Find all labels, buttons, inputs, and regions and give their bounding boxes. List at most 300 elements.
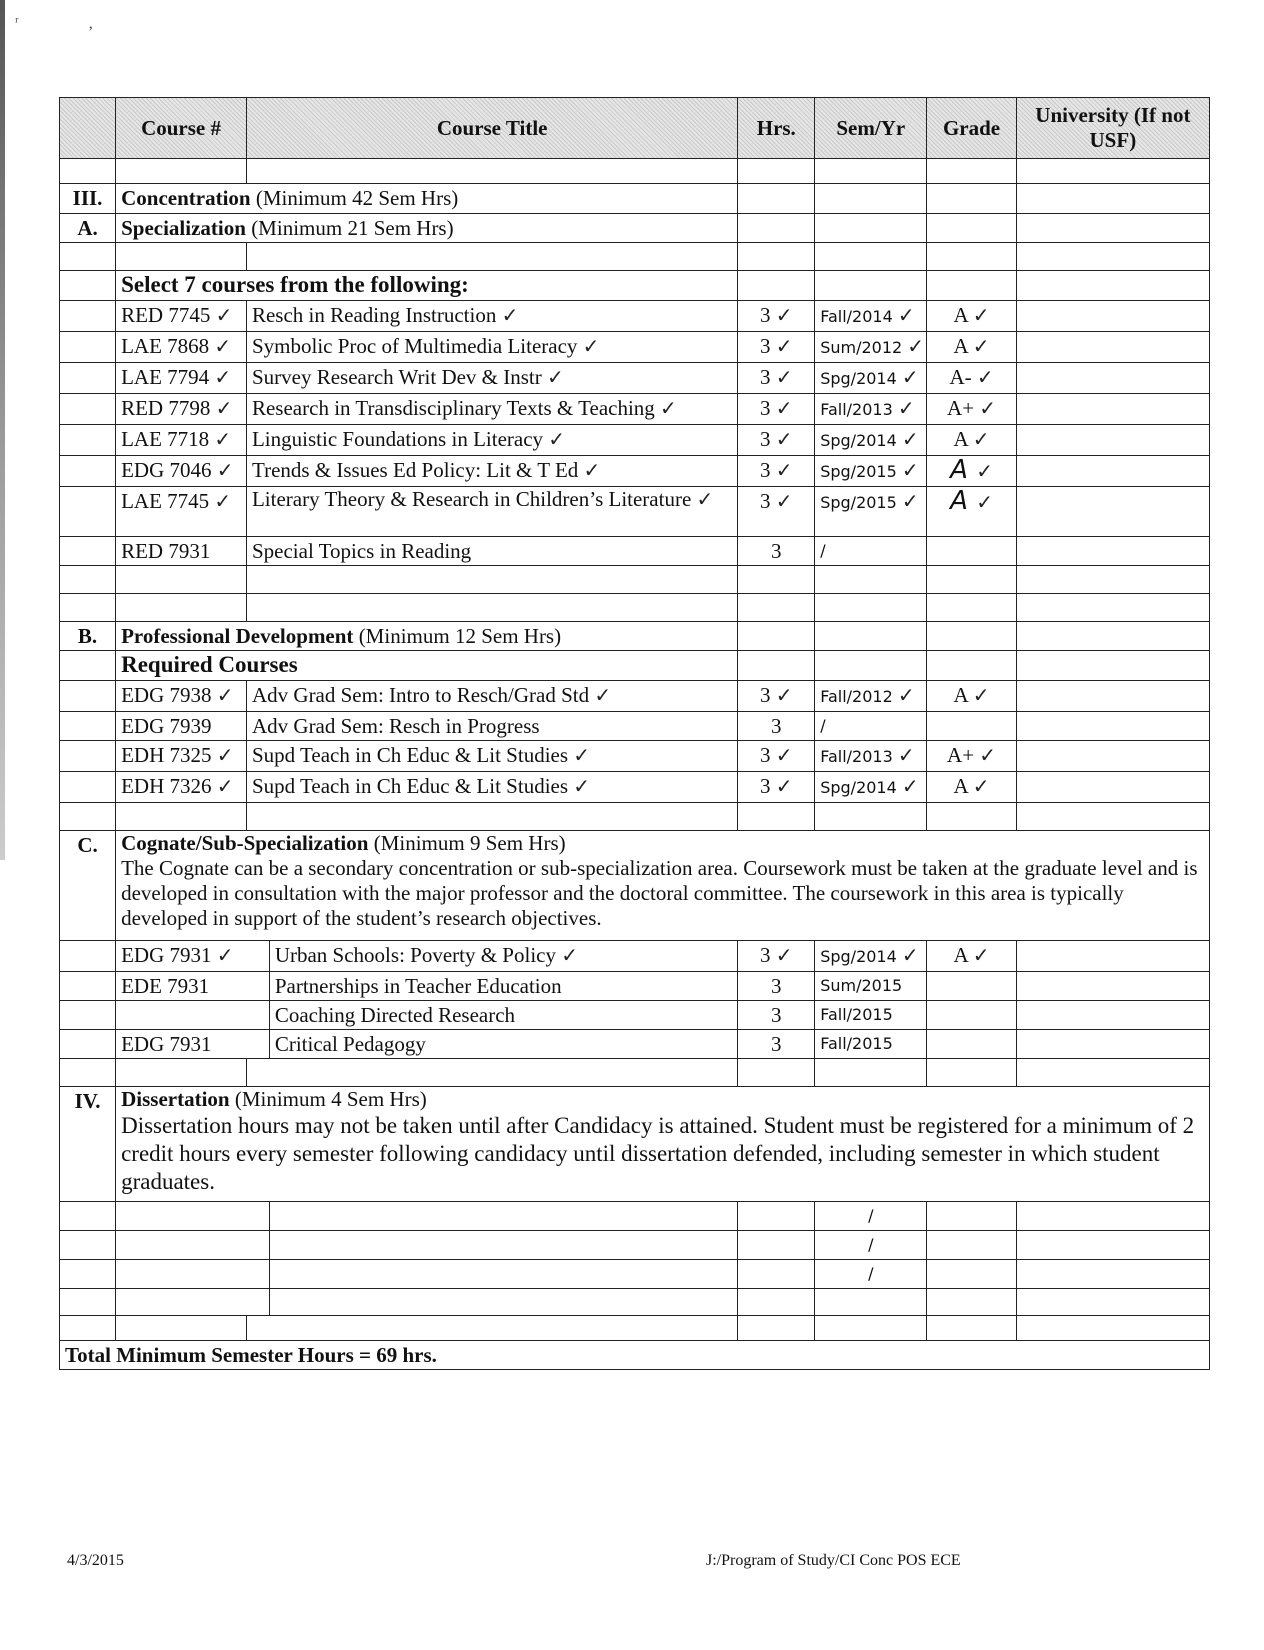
cell	[738, 1059, 815, 1087]
cell	[246, 243, 737, 271]
cell	[1016, 1231, 1209, 1260]
cell	[116, 1202, 270, 1231]
course-university	[1016, 332, 1209, 363]
sem-yr-text: Sum/2015	[820, 976, 903, 995]
cell	[60, 425, 116, 456]
cell	[815, 803, 927, 831]
cell	[60, 456, 116, 487]
course-title	[246, 772, 737, 803]
cell	[927, 1202, 1016, 1231]
course-code	[116, 394, 247, 425]
course-grade	[927, 1001, 1016, 1030]
course-hrs	[738, 332, 815, 363]
cell	[60, 271, 116, 301]
cell	[815, 651, 927, 681]
cell	[60, 363, 116, 394]
cell	[1016, 159, 1209, 184]
cell	[738, 594, 815, 622]
course-title	[246, 681, 737, 712]
course-sem-yr	[815, 456, 927, 487]
sem-yr-text: Spg/2014	[820, 369, 897, 388]
check-mark-icon: ✓	[583, 458, 601, 482]
cell	[1016, 1260, 1209, 1289]
cell	[116, 1231, 270, 1260]
hrs-text: 3	[760, 427, 771, 451]
hrs-text: 3	[760, 943, 771, 967]
course-hrs	[738, 487, 815, 537]
hrs-text: 3	[760, 303, 771, 327]
course-hrs	[738, 941, 815, 972]
grade-text: A	[953, 943, 968, 967]
cell	[1016, 803, 1209, 831]
hrs-text: 3	[771, 539, 782, 563]
cell	[815, 1316, 927, 1341]
course-row	[60, 456, 1210, 487]
cell	[116, 1316, 247, 1341]
grade-text: A+	[947, 396, 975, 420]
course-code-text: EDH 7325	[121, 743, 212, 767]
grade-text: A	[953, 683, 968, 707]
check-mark-icon: ✓	[214, 365, 232, 389]
cell	[60, 1260, 116, 1289]
section-heading	[116, 831, 1210, 941]
course-title	[269, 941, 738, 972]
course-code	[116, 772, 247, 803]
check-mark-icon: ✓	[501, 303, 519, 327]
section-label: Dissertation	[121, 1087, 230, 1111]
dissertation-sem-yr: /	[815, 1260, 927, 1289]
course-hrs	[738, 537, 815, 566]
course-title	[246, 332, 737, 363]
total-hours: Total Minimum Semester Hours = 69 hrs.	[60, 1341, 1210, 1370]
course-university	[1016, 456, 1209, 487]
cell	[738, 1289, 815, 1316]
check-mark-icon: ✓	[972, 683, 990, 707]
course-sem-yr	[815, 741, 927, 772]
check-mark-icon: ✓	[976, 365, 994, 389]
course-grade	[927, 941, 1016, 972]
course-title	[269, 972, 738, 1001]
course-title-text: Partnerships in Teacher Education	[274, 974, 562, 998]
course-title-text: Linguistic Foundations in Literacy	[251, 427, 544, 451]
check-mark-icon: ✓	[216, 458, 234, 482]
course-row	[60, 972, 1210, 1001]
hrs-text: 3	[760, 365, 771, 389]
check-mark-icon: ✓	[979, 396, 997, 420]
course-title-text: Adv Grad Sem: Resch in Progress	[251, 714, 540, 738]
check-mark-icon: ✓	[775, 489, 793, 513]
course-code	[116, 425, 247, 456]
course-code-text: EDE 7931	[121, 974, 210, 998]
hrs-text: 3	[771, 974, 782, 998]
course-sem-yr	[815, 487, 927, 537]
check-mark-icon: ✓	[775, 683, 793, 707]
sem-yr-text: Spg/2014	[820, 431, 897, 450]
course-grade	[927, 487, 1016, 537]
cell	[116, 803, 247, 831]
cell	[246, 1316, 737, 1341]
check-mark-icon: ✓	[660, 396, 677, 420]
course-title-text: Literary Theory & Research in Children’s Literature	[251, 487, 692, 511]
dissertation-row	[60, 1289, 1210, 1316]
course-university	[1016, 712, 1209, 741]
course-hrs	[738, 456, 815, 487]
course-grade	[927, 712, 1016, 741]
course-title-text: Critical Pedagogy	[274, 1032, 426, 1056]
cell	[60, 1289, 116, 1316]
course-title-text: Supd Teach in Ch Educ & Lit Studies	[251, 743, 569, 767]
check-mark-icon: ✓	[215, 303, 233, 327]
cell	[246, 803, 737, 831]
cell	[815, 243, 927, 271]
course-code-text: EDG 7931	[121, 1032, 212, 1056]
cell	[116, 594, 247, 622]
footer-path: J:/Program of Study/CI Conc POS ECE	[706, 1552, 961, 1569]
course-hrs	[738, 363, 815, 394]
cell	[60, 972, 116, 1001]
hrs-text: 3	[760, 743, 771, 767]
course-sem-yr	[815, 301, 927, 332]
hrs-text: 3	[760, 683, 771, 707]
course-row	[60, 301, 1210, 332]
course-row	[60, 425, 1210, 456]
sem-yr-text: Fall/2013	[820, 747, 893, 766]
cell	[60, 1316, 116, 1341]
sem-yr-text: Fall/2014	[820, 307, 893, 326]
course-sem-yr	[815, 972, 927, 1001]
course-code	[116, 363, 247, 394]
cell	[60, 681, 116, 712]
cell	[60, 772, 116, 803]
course-title-text: Trends & Issues Ed Policy: Lit & T Ed	[251, 458, 579, 482]
section-row	[60, 622, 1210, 651]
cell	[815, 271, 927, 301]
empty-row	[60, 594, 1210, 622]
course-row	[60, 681, 1210, 712]
empty-row	[60, 1059, 1210, 1087]
check-mark-icon: ✓	[976, 459, 993, 483]
scan-speck: ʼ	[88, 24, 94, 41]
check-mark-icon: ✓	[897, 683, 915, 707]
section-heading	[116, 622, 738, 651]
course-code	[116, 941, 270, 972]
course-sem-yr	[815, 1030, 927, 1059]
cell	[60, 803, 116, 831]
sem-yr-text: Sum/2012	[820, 338, 903, 357]
course-row	[60, 772, 1210, 803]
course-row	[60, 1030, 1210, 1059]
check-mark-icon: ✓	[976, 490, 993, 514]
check-mark-icon: ✓	[775, 774, 793, 798]
instruction-row	[60, 271, 1210, 301]
cell	[927, 243, 1016, 271]
course-grade	[927, 681, 1016, 712]
grade-text: A	[950, 486, 968, 516]
section-number: IV.	[60, 1087, 116, 1202]
cell	[738, 159, 815, 184]
course-title-text: Resch in Reading Instruction	[251, 303, 497, 327]
course-grade	[927, 363, 1016, 394]
course-grade	[927, 301, 1016, 332]
hrs-text: 3	[771, 1003, 782, 1027]
sem-yr-text: /	[820, 716, 826, 735]
course-hrs	[738, 1001, 815, 1030]
cell	[738, 1231, 815, 1260]
section-note: (Minimum 42 Sem Hrs)	[255, 186, 459, 210]
cell	[60, 537, 116, 566]
course-title-text: Urban Schools: Poverty & Policy	[274, 943, 556, 967]
grade-text: A	[953, 334, 968, 358]
cell	[738, 1202, 815, 1231]
cell	[116, 159, 247, 184]
course-university	[1016, 363, 1209, 394]
course-hrs	[738, 1030, 815, 1059]
course-university	[1016, 972, 1209, 1001]
section-heading	[116, 214, 738, 243]
cell	[738, 651, 815, 681]
cell	[927, 803, 1016, 831]
cell	[927, 1316, 1016, 1341]
cell	[927, 651, 1016, 681]
course-grade	[927, 456, 1016, 487]
check-mark-icon: ✓	[972, 427, 990, 451]
section-note: (Minimum 12 Sem Hrs)	[358, 624, 562, 648]
course-code	[116, 301, 247, 332]
cell	[60, 1059, 116, 1087]
sem-yr-text: Fall/2012	[820, 687, 893, 706]
course-row	[60, 363, 1210, 394]
dissertation-sem-yr	[815, 1289, 927, 1316]
sem-yr-text: Fall/2015	[820, 1005, 893, 1024]
cell	[927, 271, 1016, 301]
check-mark-icon: ✓	[901, 427, 919, 451]
section-row	[60, 1087, 1210, 1202]
section-description: Dissertation hours may not be taken until after Candidacy is attained. Student must be registered for a minimum of 2 credit hours every semester following candidacy until dissertation defended, including semester in which student graduates.	[121, 1113, 1195, 1194]
cell	[815, 214, 927, 243]
check-mark-icon: ✓	[214, 427, 232, 451]
cell	[1016, 271, 1209, 301]
cell	[116, 243, 247, 271]
cell	[60, 594, 116, 622]
dissertation-sem-yr: /	[815, 1231, 927, 1260]
check-mark-icon: ✓	[582, 334, 600, 358]
course-grade	[927, 425, 1016, 456]
course-sem-yr	[815, 712, 927, 741]
check-mark-icon: ✓	[972, 303, 990, 327]
course-university	[1016, 1030, 1209, 1059]
hrs-text: 3	[760, 774, 771, 798]
cell	[246, 159, 737, 184]
cell	[738, 243, 815, 271]
cell	[927, 184, 1016, 214]
cell	[815, 594, 927, 622]
course-grade	[927, 537, 1016, 566]
course-university	[1016, 394, 1209, 425]
total-row	[60, 1341, 1210, 1370]
course-grade	[927, 772, 1016, 803]
cell	[60, 301, 116, 332]
check-mark-icon: ✓	[972, 943, 990, 967]
cell	[927, 1260, 1016, 1289]
cell	[815, 159, 927, 184]
course-title	[246, 712, 737, 741]
cell	[815, 1059, 927, 1087]
cell	[60, 159, 116, 184]
cell	[246, 1059, 737, 1087]
cell	[269, 1231, 738, 1260]
check-mark-icon: ✓	[775, 303, 793, 327]
course-sem-yr	[815, 941, 927, 972]
course-sem-yr	[815, 425, 927, 456]
dissertation-row	[60, 1231, 1210, 1260]
course-code	[116, 741, 247, 772]
course-title-text: Supd Teach in Ch Educ & Lit Studies	[251, 774, 569, 798]
course-university	[1016, 301, 1209, 332]
section-number: C.	[60, 831, 116, 941]
course-row	[60, 332, 1210, 363]
hrs-text: 3	[760, 458, 771, 482]
course-sem-yr	[815, 1001, 927, 1030]
course-code-text: LAE 7718	[121, 427, 210, 451]
sem-yr-text: /	[820, 541, 826, 560]
section-label: Concentration	[121, 186, 251, 210]
check-mark-icon: ✓	[901, 489, 919, 513]
program-of-study-table	[59, 97, 1210, 1370]
course-row	[60, 394, 1210, 425]
grade-text: A	[953, 774, 968, 798]
dissertation-row	[60, 1260, 1210, 1289]
cell	[116, 1260, 270, 1289]
course-grade	[927, 741, 1016, 772]
scan-speck: ʳ	[15, 14, 19, 31]
section-row	[60, 831, 1210, 941]
cell	[60, 332, 116, 363]
cell	[1016, 214, 1209, 243]
check-mark-icon: ✓	[897, 303, 915, 327]
cell	[1016, 243, 1209, 271]
cell	[60, 1231, 116, 1260]
header-row	[60, 98, 1210, 159]
check-mark-icon: ✓	[547, 365, 564, 389]
sem-yr-text: Spg/2015	[820, 462, 897, 481]
course-grade	[927, 332, 1016, 363]
cell	[1016, 566, 1209, 594]
course-hrs	[738, 301, 815, 332]
cell	[60, 941, 116, 972]
required-row	[60, 651, 1210, 681]
course-title	[246, 425, 737, 456]
grade-text: A	[950, 455, 968, 485]
required-courses-label: Required Courses	[116, 651, 738, 681]
course-code	[116, 332, 247, 363]
course-title-text: Survey Research Writ Dev & Instr	[251, 365, 542, 389]
course-hrs	[738, 681, 815, 712]
cell	[927, 1289, 1016, 1316]
sem-yr-text: Spg/2014	[820, 778, 897, 797]
check-mark-icon: ✓	[972, 334, 990, 358]
header-hrs: Hrs.	[738, 98, 815, 159]
cell	[60, 712, 116, 741]
section-number: B.	[60, 622, 116, 651]
cell	[1016, 1289, 1209, 1316]
course-university	[1016, 487, 1209, 537]
course-code	[116, 712, 247, 741]
cell	[927, 1231, 1016, 1260]
course-hrs	[738, 772, 815, 803]
course-sem-yr	[815, 772, 927, 803]
section-note: (Minimum 9 Sem Hrs)	[373, 831, 566, 855]
check-mark-icon: ✓	[972, 774, 990, 798]
sem-yr-text: Spg/2015	[820, 493, 897, 512]
scan-edge	[0, 0, 5, 860]
cell	[927, 214, 1016, 243]
course-code-text: RED 7798	[121, 396, 211, 420]
check-mark-icon: ✓	[561, 943, 578, 967]
course-code	[116, 487, 247, 537]
section-description: The Cognate can be a secondary concentration or sub-specialization area. Coursework must be taken at the graduate level and is developed in consultation with the major professor and the doctoral committee. The coursework in this area is typically developed in support of the student’s research objectives.	[121, 856, 1198, 930]
course-row	[60, 1001, 1210, 1030]
cell	[1016, 594, 1209, 622]
check-mark-icon: ✓	[216, 743, 234, 767]
cell	[1016, 1059, 1209, 1087]
course-grade	[927, 1030, 1016, 1059]
section-note: (Minimum 21 Sem Hrs)	[251, 216, 454, 240]
cell	[738, 214, 815, 243]
course-title	[246, 456, 737, 487]
select-instruction: Select 7 courses from the following:	[116, 271, 738, 301]
course-code-text: EDG 7938	[121, 683, 212, 707]
course-code-text: LAE 7868	[121, 334, 210, 358]
check-mark-icon: ✓	[594, 683, 612, 707]
cell	[269, 1260, 738, 1289]
course-row	[60, 712, 1210, 741]
course-code-text: EDG 7939	[121, 714, 212, 738]
cell	[815, 566, 927, 594]
cell	[1016, 622, 1209, 651]
cell	[1016, 1202, 1209, 1231]
check-mark-icon: ✓	[775, 743, 793, 767]
course-title	[269, 1001, 738, 1030]
check-mark-icon: ✓	[214, 489, 232, 513]
check-mark-icon: ✓	[775, 334, 793, 358]
header-university: University (If not USF)	[1016, 98, 1209, 159]
section-label: Professional Development	[121, 624, 354, 648]
empty-row	[60, 1316, 1210, 1341]
check-mark-icon: ✓	[216, 774, 234, 798]
check-mark-icon: ✓	[897, 396, 915, 420]
cell	[116, 1289, 270, 1316]
hrs-text: 3	[760, 396, 771, 420]
cell	[738, 271, 815, 301]
check-mark-icon: ✓	[775, 365, 793, 389]
course-title	[246, 537, 737, 566]
cell	[269, 1202, 738, 1231]
cell	[60, 1030, 116, 1059]
course-code-text: LAE 7745	[121, 489, 210, 513]
check-mark-icon: ✓	[775, 427, 793, 451]
course-title-text: Research in Transdisciplinary Texts & Teaching	[251, 396, 655, 420]
check-mark-icon: ✓	[775, 458, 793, 482]
course-grade	[927, 972, 1016, 1001]
course-sem-yr	[815, 681, 927, 712]
course-university	[1016, 772, 1209, 803]
cell	[738, 1260, 815, 1289]
course-hrs	[738, 712, 815, 741]
grade-text: A+	[947, 743, 975, 767]
cell	[269, 1289, 738, 1316]
cell	[1016, 651, 1209, 681]
cell	[60, 566, 116, 594]
